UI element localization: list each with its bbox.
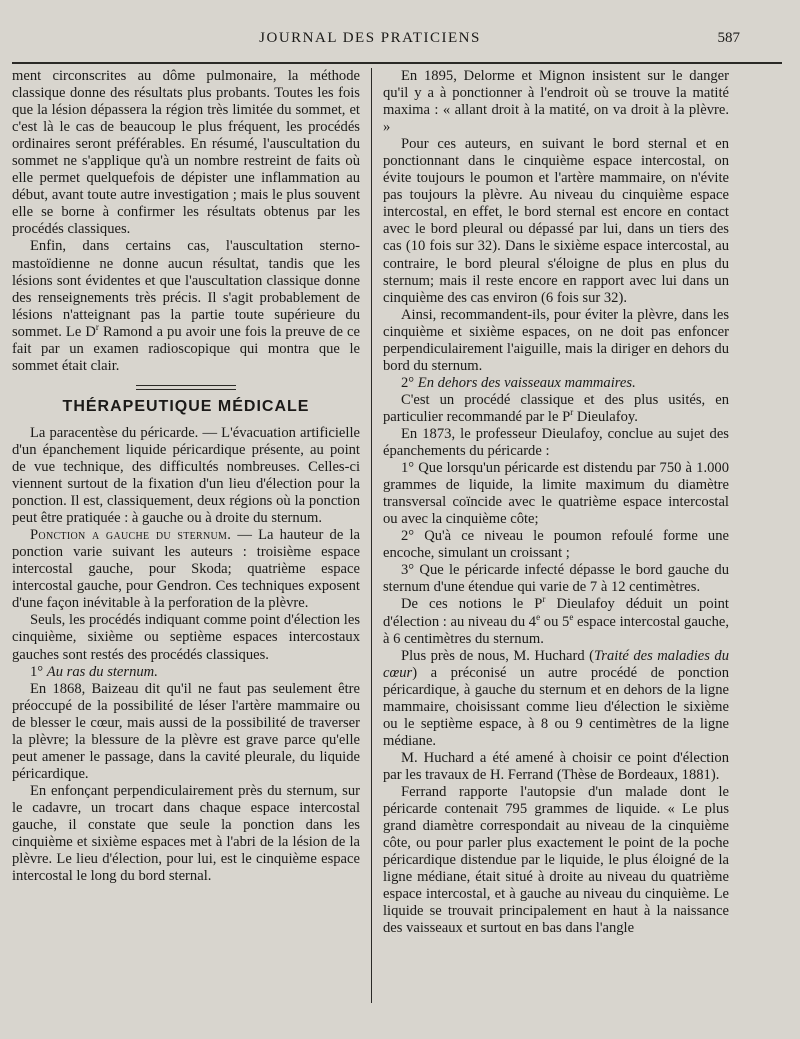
paragraph: ment circonscrites au dôme pulmonaire, la méthode classique donne des résultats plus probants. Toutes les fois que la lésion dépassera la région très limitée du sommet, et c'est là le cas de beaucoup le plus fréquent, les procédés ordinaires seront préférables. En résumé, l'auscultation du sommet ne s'applique qu'à un nombre restreint de faits où elle permet quelquefois de dépister une inflammation au début, avant toute autre investigation ; mais le plus souvent elle se borne à confirmer les résultats obtenus par les procédés classiques. bbox=[12, 68, 360, 238]
text-run: ) a préconisé un autre procédé de ponction péricardique, à gauche du sternum et en dehors de la ligne mammaire, choisissant comme lieu d'élection le sixième ou le septième espace, à 8 ou 9 centimètres de la ligne médiane. bbox=[383, 664, 729, 749]
text-run: Enfin, dans certains cas, l'auscultation sterno-mastoïdienne ne donne aucun résultat, tandis que les lésions sont évidentes et que l'auscultation classique donne des renseignements très précis. Il s'agit probablement de lésions n'atteignant pas la partie toute supérieure du sommet. Le D bbox=[12, 238, 360, 340]
paragraph: Seuls, les procédés indiquant comme point d'élection les cinquième, sixième ou septième espaces intercostaux gauches sont restés des procédés classiques. bbox=[12, 612, 360, 663]
paragraph bbox=[12, 527, 360, 612]
superscript: r bbox=[542, 594, 546, 605]
right-column bbox=[383, 68, 729, 937]
superscript: r bbox=[570, 407, 574, 418]
text-run: — La hauteur de la ponction varie suivant les auteurs : troisième espace intercostal gauche, pour Skoda; quatrième espace intercostal gauche, pour Gendron. Ces techniques exposent d'une façon inévitable à la perforation de la plèvre. bbox=[12, 527, 360, 612]
text-run: Dieulafoy. bbox=[573, 408, 638, 425]
left-column bbox=[12, 68, 360, 885]
list-number: 1° bbox=[30, 663, 47, 680]
paragraph: M. Huchard a été amené à choisir ce point d'élection par les travaux de H. Ferrand (Thèse de Bordeaux, 1881). bbox=[383, 749, 729, 783]
list-item: 1° Que lorsqu'un péricarde est distendu par 750 à 1.000 grammes de liquide, la limite maximum du diamètre transversal coïncide avec le quatrième espace intercostal ou avec la cinquième côte; bbox=[383, 460, 729, 528]
list-heading bbox=[12, 664, 360, 681]
text-run: espace intercostal gauche, à 6 centimètres du sternum. bbox=[383, 613, 729, 647]
text-run: ou 5 bbox=[540, 613, 570, 630]
italic-heading: Au ras du sternum. bbox=[46, 663, 158, 680]
italic-heading: En dehors des vaisseaux mammaires. bbox=[417, 374, 636, 391]
book-title: Traité des maladies du cœur bbox=[383, 647, 729, 681]
text-run: Ramond a pu avoir une fois la preuve de ce fait par un examen radioscopique qui montra que le sommet était clair. bbox=[12, 323, 360, 374]
running-title: JOURNAL DES PRATICIENS bbox=[259, 30, 481, 46]
column-divider bbox=[371, 68, 372, 1003]
text-run: Dieulafoy déduit un point d'élection : au niveau du 4 bbox=[383, 596, 729, 630]
list-item: 3° Que le péricarde infecté dépasse le bord gauche du sternum d'une étendue qui varie de 7 à 12 centimètres. bbox=[383, 562, 729, 596]
paragraph bbox=[12, 238, 360, 374]
paragraph: Ainsi, recommandent-ils, pour éviter la plèvre, dans les cinquième et sixième espaces, on ne doit pas enfoncer perpendiculairement l'aiguille, mais la diriger en dehors du bord du sternum. bbox=[383, 306, 729, 374]
superscript: e bbox=[536, 611, 541, 622]
header-rule bbox=[12, 62, 782, 64]
list-heading bbox=[383, 375, 729, 392]
superscript: e bbox=[569, 611, 574, 622]
paragraph: Pour ces auteurs, en suivant le bord sternal et en ponctionnant dans le cinquième espace intercostal, on évite toujours le poumon et l'artère mammaire, on n'évite pas toujours la plèvre. Au niveau du cinquième espace intercostal, en effet, le bord sternal est encore en contact avec le bord pleural ou dépassé par lui, dans un tiers des cas (10 fois sur 32). Dans le sixième espace intercostal, au contraire, le bord pleural s'éloigne de plus en plus du sternum; mais il reste encore en rapport avec lui dans un cinquième des cas environ (6 fois sur 32). bbox=[383, 136, 729, 306]
paragraph: En 1868, Baizeau dit qu'il ne faut pas seulement être préoccupé de la possibilité de léser l'artère mammaire ou de blesser le cœur, mais aussi de la possibilité de traverser la plèvre; la blessure de la plèvre est grave parce qu'elle peut amener le passage, dans la cavité pleurale, du liquide péricardique. bbox=[12, 680, 360, 782]
section-title: THÉRAPEUTIQUE MÉDICALE bbox=[62, 397, 310, 415]
paragraph: La paracentèse du péricarde. — L'évacuation artificielle d'un épanchement liquide péricardique présente, au point de vue technique, des difficultés nombreuses. Celles-ci viennent surtout de la fixation d'un lieu d'élection pour la ponction. Il est, classiquement, deux régions où la ponction peut être pratiquée : à gauche ou à droite du sternum. bbox=[12, 424, 360, 527]
text-run: De ces notions le P bbox=[401, 596, 543, 613]
double-rule bbox=[136, 385, 236, 390]
paragraph: En 1873, le professeur Dieulafoy, conclue au sujet des épanchements du péricarde : bbox=[383, 425, 729, 460]
paragraph: En enfonçant perpendiculairement près du sternum, sur le cadavre, un trocart dans chaque espace intercostal gauche, il constate que seule la ponction dans les cinquième et sixième espaces met à l'abri de la lésion de la plèvre. Le lieu d'élection, pour lui, est le cinquième espace intercostal le long du bord sternal. bbox=[12, 782, 360, 885]
text-run: C'est un procédé classique et des plus usités, en particulier recommandé par le P bbox=[383, 391, 729, 425]
text-run: Plus près de nous, M. Huchard ( bbox=[401, 647, 594, 664]
paragraph bbox=[383, 648, 729, 750]
paragraph bbox=[383, 392, 729, 426]
section-separator bbox=[12, 385, 360, 390]
page-number: 587 bbox=[717, 30, 740, 46]
list-number: 2° bbox=[401, 374, 418, 391]
subsection-heading: Ponction a gauche du sternum. bbox=[30, 527, 232, 544]
page-header bbox=[0, 30, 800, 52]
paragraph bbox=[383, 596, 729, 647]
paragraph: Ferrand rapporte l'autopsie d'un malade dont le péricarde contenait 795 grammes de liquide. « Le plus grand diamètre correspondait au niveau de la cinquième côte, ou pour parler plus exactement le point de la poche péricardique distendue par le liquide, le plus éloigné de la ligne médiane, était situé à droite au niveau du quatrième espace intercostal, et à gauche au niveau du cinquième. Le liquide se trouvait principalement en haut à la naissance des vaisseaux et surtout en bas dans l'angle bbox=[383, 783, 729, 937]
paragraph: En 1895, Delorme et Mignon insistent sur le danger qu'il y a à ponctionner à l'endroit où se trouve la matité maxima : « allant droit à la matité, on va droit à la plèvre. » bbox=[383, 68, 729, 136]
superscript: r bbox=[95, 321, 99, 332]
list-item: 2° Qu'à ce niveau le poumon refoulé forme une encoche, simulant un croissant ; bbox=[383, 528, 729, 562]
